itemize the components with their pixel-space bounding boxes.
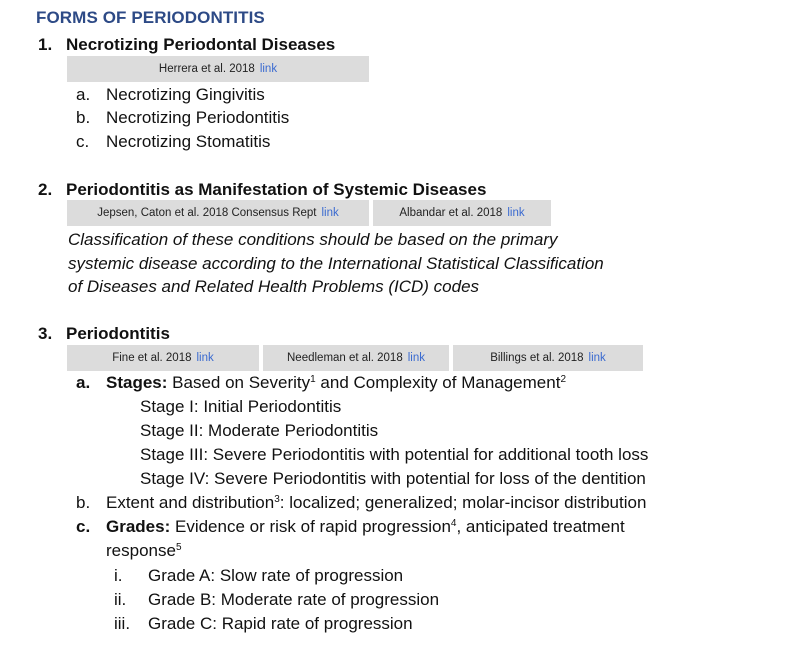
grades-item-continued [106, 541, 182, 561]
stage-item: Stage III: Severe Periodontitis with potential for additional tooth loss [140, 445, 649, 464]
section-3-heading [38, 324, 170, 344]
section-2-heading [38, 180, 486, 200]
ref-text: Jepsen, Caton et al. 2018 Consensus Rept [97, 207, 317, 219]
section-number: 2. [38, 180, 53, 199]
grade-item [114, 590, 439, 610]
stage-item: Stage II: Moderate Periodontitis [140, 421, 379, 440]
ref-albandar [373, 200, 551, 226]
list-marker: c. [76, 132, 90, 151]
list-text: Necrotizing Periodontitis [106, 108, 290, 127]
grade-text: Grade B: Moderate rate of progression [148, 590, 440, 609]
footnote-ref: 3 [274, 494, 280, 505]
ref-text: Billings et al. 2018 [490, 352, 584, 364]
list-item [76, 85, 265, 105]
list-marker: b. [76, 493, 91, 512]
stages-item [76, 373, 566, 393]
grades-label: Grades: [106, 517, 171, 536]
ref-text: Fine et al. 2018 [112, 352, 192, 364]
list-marker: ii. [114, 590, 127, 609]
list-marker: iii. [114, 614, 131, 633]
section-number: 3. [38, 324, 53, 343]
list-item [76, 108, 289, 128]
list-marker: c. [76, 517, 91, 536]
ref-text: Herrera et al. 2018 [158, 63, 255, 75]
list-marker: a. [76, 85, 91, 104]
section-title: Periodontitis [66, 324, 170, 343]
stages-label: Stages: [106, 373, 168, 392]
stage-item: Stage I: Initial Periodontitis [140, 397, 342, 416]
footnote-ref: 1 [310, 374, 316, 385]
list-marker: a. [76, 373, 91, 392]
grades-text: response [106, 541, 176, 560]
list-text: Necrotizing Gingivitis [106, 85, 265, 104]
extent-text: Extent and distribution [106, 493, 275, 512]
section-1-refs [67, 56, 369, 82]
list-marker: i. [114, 566, 123, 585]
ref-link[interactable]: link [321, 207, 339, 219]
footnote-ref: 5 [175, 542, 182, 553]
stages-text: and Complexity of Management [315, 373, 561, 392]
ref-herrera [67, 56, 369, 82]
ref-link[interactable]: link [196, 352, 214, 364]
stage-item: Stage IV: Severe Periodontitis with potential for loss of the dentition [140, 469, 646, 488]
grade-text: Grade A: Slow rate of progression [148, 566, 404, 585]
ref-text: Albandar et al. 2018 [399, 207, 503, 219]
footnote-ref: 2 [560, 374, 566, 385]
section-1-heading [38, 35, 335, 55]
section-3-refs [67, 345, 643, 371]
ref-text: Needleman et al. 2018 [287, 352, 403, 364]
list-item [76, 132, 270, 152]
grade-item [114, 566, 403, 586]
note-line: Classification of these conditions should be based on the primary [68, 230, 558, 249]
grades-text: Evidence or risk of rapid progression [174, 517, 451, 536]
list-marker: b. [76, 108, 91, 127]
ref-fine [67, 345, 259, 371]
ref-billings [453, 345, 643, 371]
section-title: Periodontitis as Manifestation of Systemic Diseases [66, 180, 487, 199]
note-line: of Diseases and Related Health Problems (ICD) codes [68, 277, 480, 296]
extent-item [76, 493, 646, 513]
section-title: Necrotizing Periodontal Diseases [66, 35, 336, 54]
list-text: Necrotizing Stomatitis [106, 132, 271, 151]
grade-text: Grade C: Rapid rate of progression [148, 614, 413, 633]
section-2-refs [67, 200, 551, 226]
ref-link[interactable]: link [507, 207, 525, 219]
section-number: 1. [38, 35, 53, 54]
ref-link[interactable]: link [407, 352, 425, 364]
footnote-ref: 4 [450, 518, 457, 529]
page-title: FORMS OF PERIODONTITIS [36, 8, 265, 27]
stages-text: Based on Severity [172, 373, 311, 392]
grades-text: , anticipated treatment [456, 517, 625, 536]
extent-text: : localized; generalized; molar-incisor distribution [279, 493, 647, 512]
ref-needleman [263, 345, 449, 371]
ref-link[interactable]: link [588, 352, 606, 364]
ref-jepsen [67, 200, 369, 226]
ref-link[interactable]: link [259, 63, 278, 75]
section-2-note [68, 228, 668, 299]
note-line: systemic disease according to the International Statistical Classification [68, 253, 604, 273]
grades-item [76, 517, 625, 537]
grade-item [114, 614, 413, 634]
